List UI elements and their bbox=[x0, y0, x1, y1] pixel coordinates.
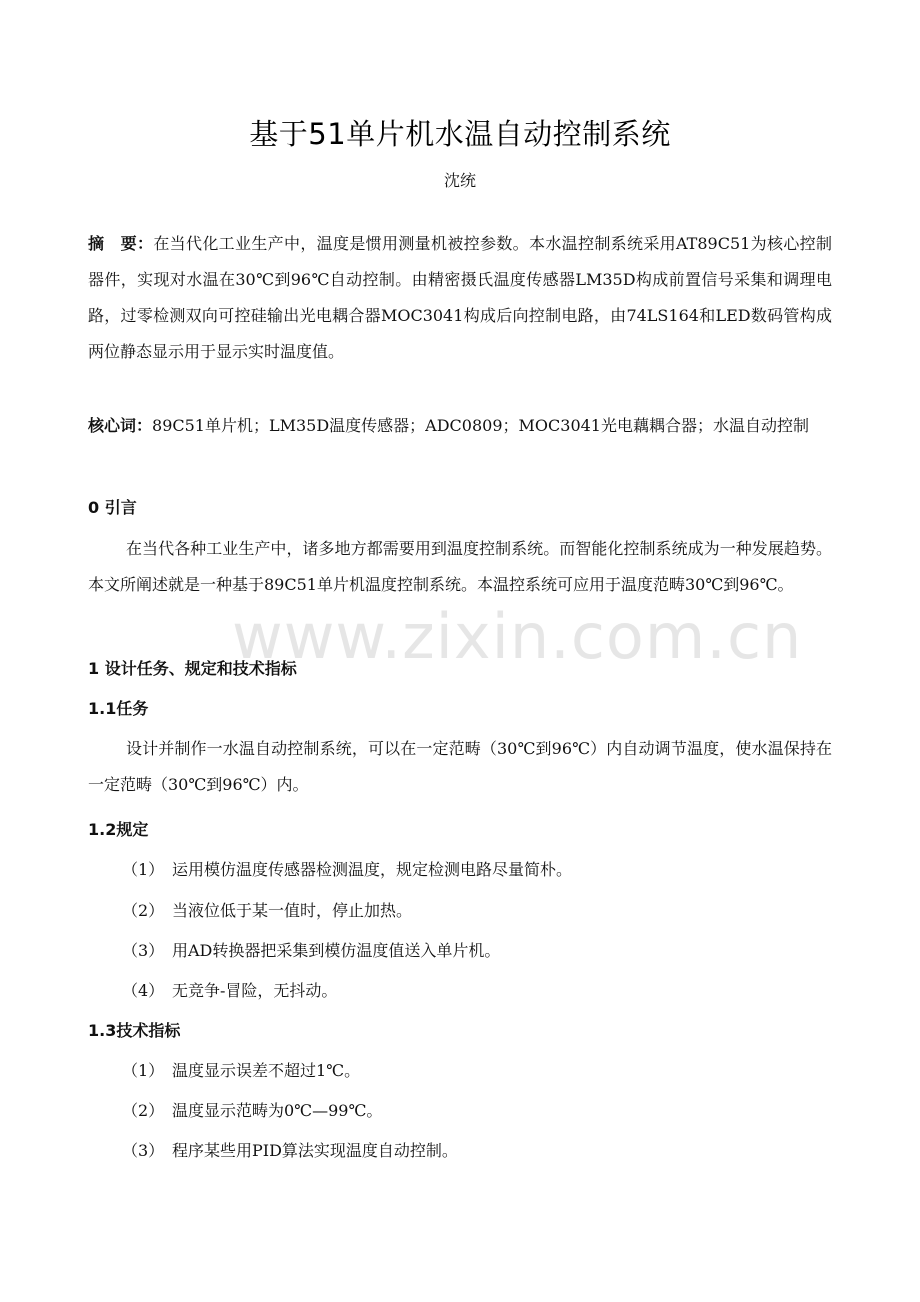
list-item-number: （4） bbox=[122, 981, 165, 1000]
section-1-1-heading: 1.1任务 bbox=[88, 699, 149, 718]
abstract-text: 在当代化工业生产中，温度是惯用测量机被控参数。本水温控制系统采用AT89C51为核心控制器件，实现对水温在30℃到96℃自动控制。由精密摄氏温度传感器LM35D构成前置信号采集和调理电路，过零检测双向可控硅输出光电耦合器MOC3041构成后向控制电路，由74LS164和LED数码管构成两位静态显示用于显示实时温度值。 bbox=[88, 234, 832, 361]
section-1-1-text: 设计并制作一水温自动控制系统，可以在一定范畴（30℃到96℃）内自动调节温度，使水温保持在一定范畴（30℃到96℃）内。 bbox=[88, 739, 832, 794]
author-name: 沈统 bbox=[443, 171, 476, 190]
keywords-text: 89C51单片机；LM35D温度传感器；ADC0809；MOC3041光电藕耦合器；水温自动控制 bbox=[152, 416, 809, 435]
section-0-text: 在当代各种工业生产中，诸多地方都需要用到温度控制系统。而智能化控制系统成为一种发展趋势。本文所阐述就是一种基于89C51单片机温度控制系统。本温控系统可应用于温度范畴30℃到96℃。 bbox=[88, 539, 832, 594]
list-item-text: 无竞争-冒险，无抖动。 bbox=[172, 981, 338, 1000]
list-item bbox=[122, 852, 572, 888]
list-item bbox=[122, 1053, 360, 1089]
list-item bbox=[122, 973, 337, 1009]
keywords-label: 核心词： bbox=[88, 416, 153, 435]
watermark: www.zixin.com.cn bbox=[232, 600, 803, 673]
document-title: 基于51单片机水温自动控制系统 bbox=[249, 117, 671, 151]
list-item-text: 温度显示范畴为0℃—99℃。 bbox=[172, 1101, 383, 1120]
list-item-text: 程序某些用PID算法实现温度自动控制。 bbox=[172, 1141, 458, 1160]
list-item-number: （2） bbox=[122, 901, 165, 920]
section-0-heading: 0 引言 bbox=[88, 498, 137, 517]
list-item-text: 温度显示误差不超过1℃。 bbox=[172, 1061, 361, 1080]
list-item-text: 用AD转换器把采集到模仿温度值送入单片机。 bbox=[172, 941, 501, 960]
list-item-number: （1） bbox=[122, 860, 165, 879]
list-item bbox=[122, 933, 500, 969]
list-item-number: （2） bbox=[122, 1101, 165, 1120]
list-item bbox=[122, 1133, 458, 1169]
section-1-heading: 1 设计任务、规定和技术指标 bbox=[88, 659, 297, 678]
list-item bbox=[122, 893, 412, 929]
section-1-3-heading: 1.3技术指标 bbox=[88, 1021, 181, 1040]
list-item-text: 当液位低于某一值时，停止加热。 bbox=[172, 901, 413, 920]
abstract-label: 摘 要： bbox=[88, 234, 154, 253]
section-1-2-heading: 1.2规定 bbox=[88, 820, 149, 839]
list-item-number: （3） bbox=[122, 941, 165, 960]
list-item bbox=[122, 1093, 382, 1129]
list-item-number: （3） bbox=[122, 1141, 165, 1160]
keywords-paragraph bbox=[88, 408, 832, 444]
list-item-text: 运用模仿温度传感器检测温度，规定检测电路尽量简朴。 bbox=[172, 860, 573, 879]
abstract-paragraph bbox=[88, 226, 832, 370]
list-item-number: （1） bbox=[122, 1061, 165, 1080]
